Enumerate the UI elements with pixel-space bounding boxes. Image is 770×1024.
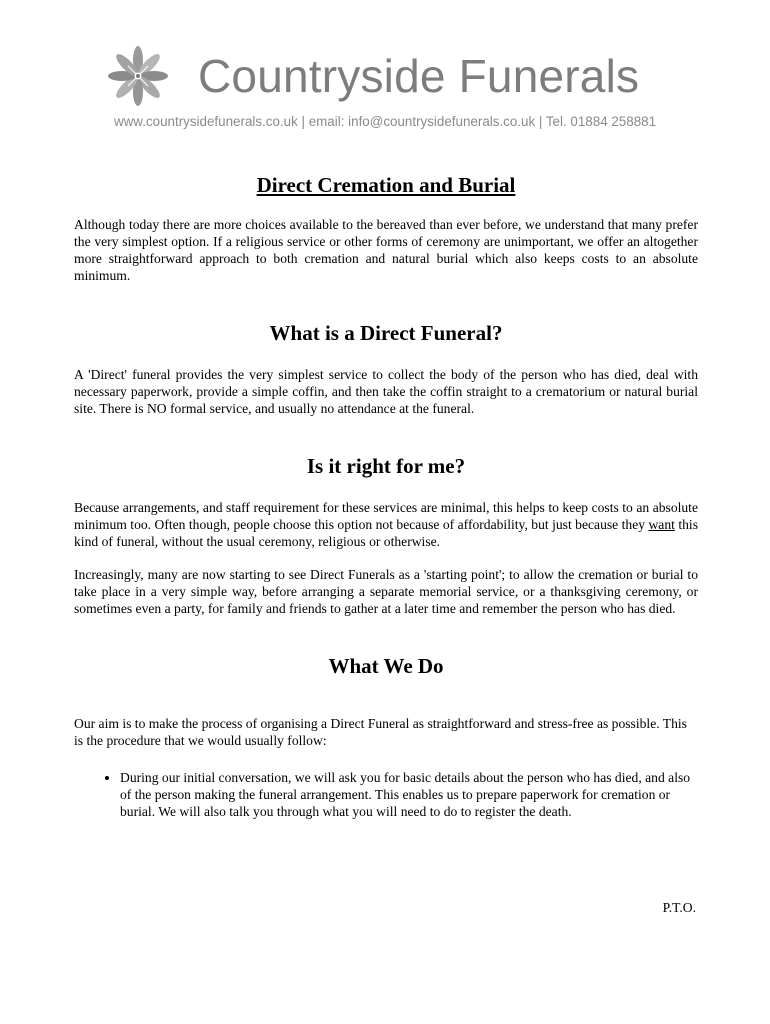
letterhead — [0, 38, 770, 138]
direct-funeral-paragraph: A 'Direct' funeral provides the very simplest service to collect the body of the person who has died, deal with necessary paperwork, provide a simple coffin, and then take the coffin straight to a crematorium or natural burial site. There is NO formal service, and usually no attendance at the funeral. — [74, 367, 698, 416]
logo — [104, 44, 639, 108]
right-for-me-paragraph-1 — [74, 499, 698, 550]
right-for-me-paragraph-2: Increasingly, many are now starting to see Direct Funerals as a 'starting point'; to allow the cremation or burial to take place in a very simple way, before arranging a separate memorial service, or a thanksgiving ceremony, or sometimes even a party, for family and friends to gather at a later time and remember the person who has died. — [74, 567, 698, 616]
intro-paragraph: Although today there are more choices available to the bereaved than ever before, we understand that many prefer the very simplest option. If a religious service or other forms of ceremony are unimportant, we offer an altogether more straightforward approach to both cremation and natural burial which also keeps costs to an absolute minimum. — [74, 217, 698, 283]
document-body — [74, 170, 698, 820]
heading-what-we-do: What We Do — [328, 654, 444, 678]
heading-right-for-me: Is it right for me? — [306, 454, 466, 478]
contact-line: www.countrysidefunerals.co.uk | email: info@countrysidefunerals.co.uk | Tel. 01884 258881 — [113, 114, 657, 129]
heading-direct-funeral: What is a Direct Funeral? — [269, 321, 503, 345]
what-we-do-paragraph: Our aim is to make the process of organising a Direct Funeral as straightforward and stress-free as possible. This is the procedure that we would usually follow: — [74, 716, 687, 748]
procedure-list — [74, 769, 698, 820]
flower-logo-icon — [104, 44, 176, 108]
text-segment: this kind of funeral, without the usual ceremony, religious or otherwise. — [74, 517, 698, 549]
pto-marker: P.T.O. — [662, 900, 696, 915]
list-item: • During our initial conversation, we will ask you for basic details about the person who has died, and also of the person making the funeral arrangement. This enables us to prepare paperwork for cremation or burial. We will also talk you through what you will need to do to register the death. — [120, 769, 698, 820]
emphasis-want: want — [648, 517, 675, 532]
document-title: Direct Cremation and Burial — [256, 173, 516, 197]
text-segment: Because arrangements, and staff requirement for these services are minimal, this helps to keep costs to an absolute minimum too. Often though, people choose this option not because of affordability, but just because they — [74, 500, 698, 532]
brand-name: Countryside Funerals — [198, 50, 640, 102]
